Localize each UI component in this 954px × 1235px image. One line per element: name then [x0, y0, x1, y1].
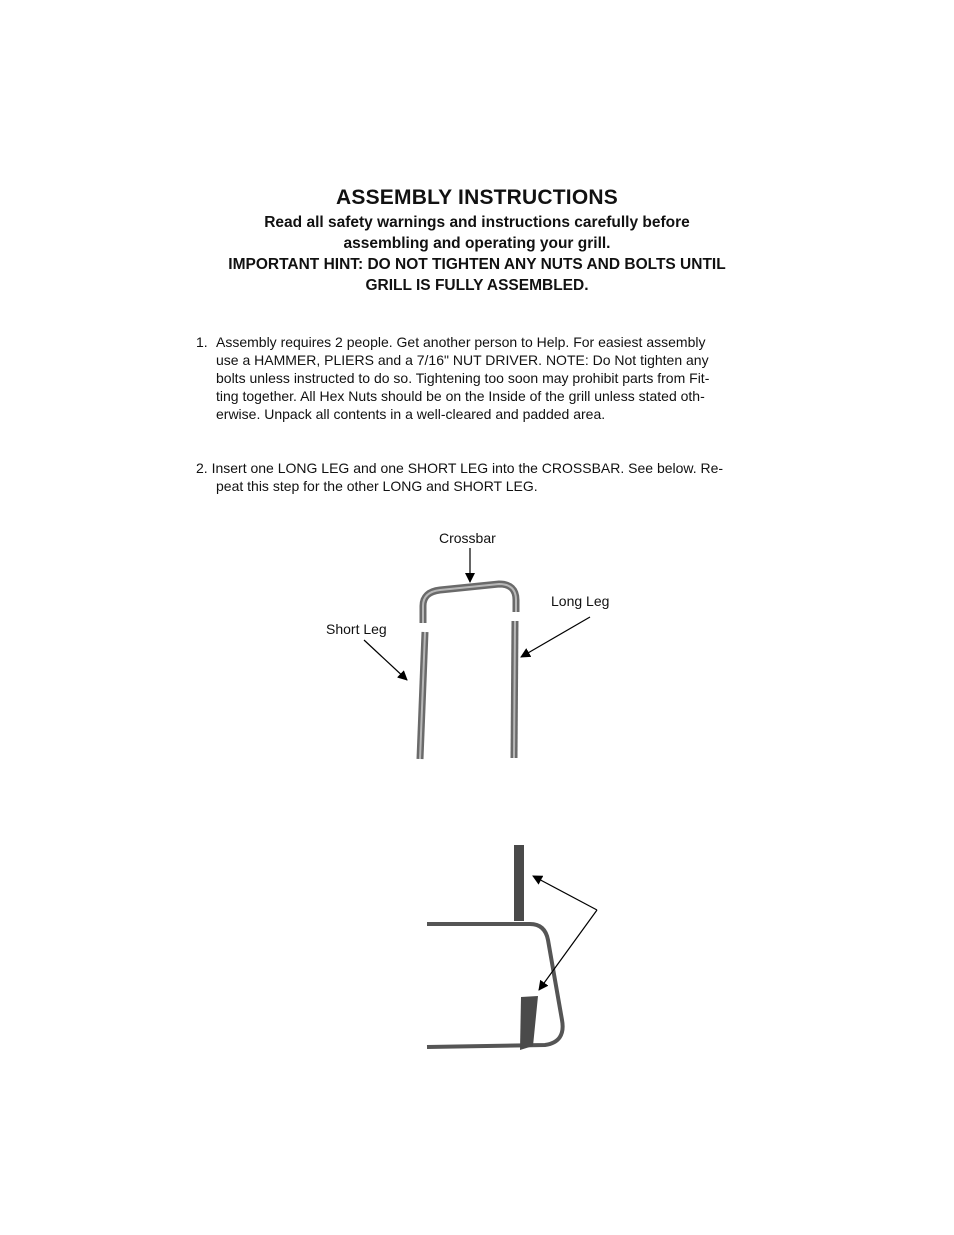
- closeup-upper-arrow: [533, 876, 597, 910]
- long-leg-label: Long Leg: [551, 593, 610, 609]
- figure-2-closeup: [427, 845, 597, 1050]
- hint-line-2: GRILL IS FULLY ASSEMBLED.: [365, 277, 589, 294]
- step-1-line: Assembly requires 2 people. Get another person to Help. For easiest assembly: [216, 334, 706, 350]
- step-2-number: 2.: [196, 460, 208, 476]
- step-1-line: bolts unless instructed to do so. Tightening too soon may prohibit parts from Fit-: [216, 370, 710, 386]
- long-leg-arrow: [521, 617, 590, 657]
- page-title: ASSEMBLY INSTRUCTIONS: [336, 186, 618, 209]
- hint-line-1: IMPORTANT HINT: DO NOT TIGHTEN ANY NUTS AND BOLTS UNTIL: [228, 256, 726, 273]
- step-1-line: erwise. Unpack all contents in a well-cleared and padded area.: [216, 406, 606, 422]
- step-1-line: use a HAMMER, PLIERS and a 7/16" NUT DRIVER. NOTE: Do Not tighten any: [216, 352, 709, 368]
- short-leg-arrow: [364, 640, 407, 680]
- closeup-lower-arrow: [539, 910, 597, 990]
- subtitle-line-1: Read all safety warnings and instructions carefully before: [264, 214, 690, 231]
- crossbar-label: Crossbar: [439, 530, 496, 546]
- step-1-number: 1.: [196, 334, 208, 350]
- closeup-long-leg: [514, 845, 524, 921]
- figure-1-frame: [364, 548, 590, 759]
- subtitle-line-2: assembling and operating your grill.: [343, 235, 611, 252]
- short-leg-label: Short Leg: [326, 621, 387, 637]
- step-2-line: Insert one LONG LEG and one SHORT LEG into the CROSSBAR. See below. Re-: [211, 460, 724, 476]
- closeup-short-leg: [520, 996, 538, 1050]
- step-1-line: ting together. All Hex Nuts should be on the Inside of the grill unless stated oth-: [216, 388, 705, 404]
- step-2-line: peat this step for the other LONG and SHORT LEG.: [216, 478, 538, 494]
